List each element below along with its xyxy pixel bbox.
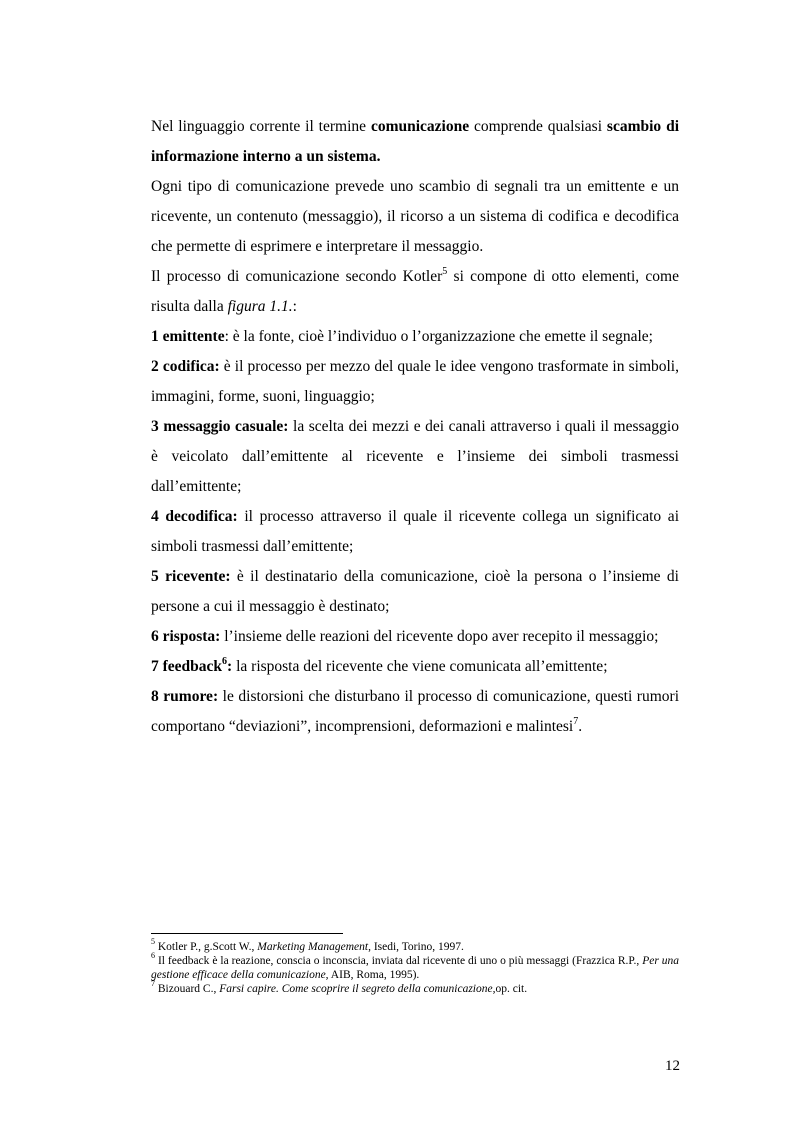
footnote-marker: 7: [151, 979, 155, 989]
footnote: [151, 937, 679, 954]
text-run: Il feedback è la reazione, conscia o inconscia, inviata dal ricevente di uno o più messaggi (Frazzica R.P.,: [155, 955, 643, 967]
text-run: comprende qualsiasi: [469, 118, 607, 135]
footnote-marker: 7: [573, 715, 579, 727]
bold-term: scambio di informazione interno a un sistema.: [151, 118, 680, 165]
paragraph: [151, 682, 679, 742]
footnote-separator: [151, 933, 343, 934]
paragraph: [151, 412, 679, 502]
page-number: 12: [665, 1058, 680, 1074]
bold-term: 2 codifica:: [151, 358, 220, 375]
paragraph: [151, 502, 679, 562]
text-run: op. cit.: [495, 983, 528, 995]
footnote-marker: 5: [151, 937, 155, 947]
text-run: le distorsioni che disturbano il processo di comunicazione, questi rumori comportano “deviazioni”, incomprensioni, deformazioni e malintesi: [151, 688, 679, 735]
footnote: [151, 979, 679, 996]
paragraph: [151, 322, 679, 352]
paragraph: [151, 652, 679, 682]
bold-term: 8 rumore:: [151, 688, 219, 705]
text-run: la risposta del ricevente che viene comunicata all’emittente;: [232, 658, 608, 675]
text-run: è il processo per mezzo del quale le idee vengono trasformate in simboli, immagini, forme, suoni, linguaggio;: [151, 358, 679, 405]
text-run: :: [292, 298, 297, 315]
footnote: [151, 951, 679, 982]
text-run: , Isedi, Torino, 1997.: [368, 941, 464, 953]
text-run: AIB, Roma, 1995).: [328, 969, 420, 981]
text-run: : è la fonte, cioè l’individuo o l’organizzazione che emette il segnale;: [224, 328, 653, 345]
paragraph: [151, 562, 679, 622]
footnote-marker: 6: [151, 951, 155, 961]
text-run: Il processo di comunicazione secondo Kotler: [151, 268, 443, 285]
italic-text: Per una gestione efficace della comunicazione,: [151, 955, 679, 981]
text-run: il processo attraverso il quale il ricevente collega un significato ai simboli trasmessi dall’emittente;: [151, 508, 679, 555]
text-run: Nel linguaggio corrente il termine: [151, 118, 371, 135]
text-run: è il destinatario della comunicazione, cioè la persona o l’insieme di persone a cui il messaggio è destinato;: [151, 568, 679, 615]
text-run: l’insieme delle reazioni del ricevente dopo aver recepito il messaggio;: [220, 628, 659, 645]
paragraph: [151, 112, 679, 172]
paragraph: [151, 172, 679, 262]
text-run: Bizouard C.,: [155, 983, 220, 995]
text-run: la scelta dei mezzi e dei canali attraverso i quali il messaggio è veicolato dall’emittente al ricevente e l’insieme dei simboli trasmessi dall’emittente;: [151, 418, 679, 495]
footnote-marker: 5: [442, 265, 448, 277]
bold-term: 3 messaggio casuale:: [151, 418, 289, 435]
bold-term: 7 feedback: [151, 658, 223, 675]
bold-term: comunicazione: [370, 118, 470, 135]
body-text: [151, 112, 679, 742]
paragraph: [151, 352, 679, 412]
italic-text: Farsi capire. Come scoprire il segreto della comunicazione,: [219, 983, 496, 995]
paragraph: [151, 622, 679, 652]
italic-text: Marketing Management: [257, 941, 369, 953]
footnote-marker: 6: [222, 655, 228, 667]
text-run: Kotler P., g.Scott W.,: [155, 941, 258, 953]
bold-term: 5 ricevente:: [151, 568, 231, 585]
paragraph: [151, 262, 679, 322]
text-run: Ogni tipo di comunicazione prevede uno scambio di segnali tra un emittente e un ricevente, un contenuto (messaggio), il ricorso a un sistema di codifica e decodifica che permette di esprimere e interpretare il messaggio.: [151, 178, 679, 255]
text-run: .: [578, 718, 583, 735]
bold-term: 4 decodifica:: [151, 508, 238, 525]
bold-term: 6 risposta:: [151, 628, 221, 645]
footnotes: [151, 937, 679, 996]
text-run: si compone di otto elementi, come risulta dalla: [151, 268, 679, 315]
bold-term: :: [227, 658, 233, 675]
bold-term: 1 emittente: [151, 328, 225, 345]
italic-text: figura 1.1.: [227, 298, 293, 315]
